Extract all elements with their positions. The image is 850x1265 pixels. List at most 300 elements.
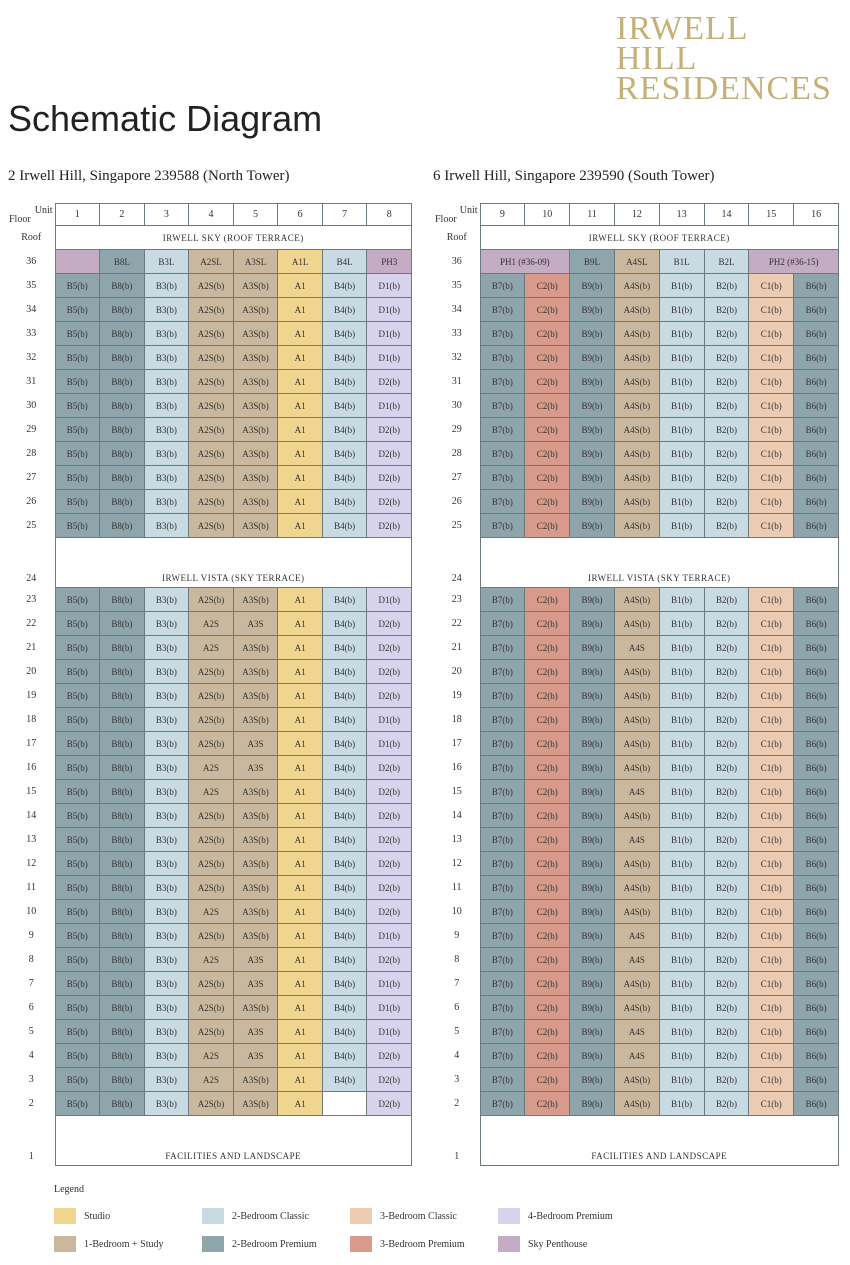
unit-cell: B4(b) — [322, 588, 367, 612]
unit-cell: C1(b) — [749, 612, 794, 636]
unit-cell: B4(b) — [322, 298, 367, 322]
unit-number: 7 — [322, 204, 367, 226]
unit-cell: B3(b) — [144, 924, 189, 948]
unit-cell: B4(b) — [322, 612, 367, 636]
floor-number: 35 — [434, 274, 480, 298]
legend-label: 2-Bedroom Premium — [232, 1238, 317, 1250]
unit-cell: C1(b) — [749, 1068, 794, 1092]
unit-cell: B6(b) — [794, 684, 839, 708]
unit-cell: C1(b) — [749, 466, 794, 490]
floor-number: 15 — [8, 780, 55, 804]
unit-cell: B8(b) — [100, 490, 145, 514]
floor-number: 15 — [434, 780, 480, 804]
south-tower-title: 6 Irwell Hill, Singapore 239590 (South Tower) — [433, 168, 715, 184]
unit-cell: A3S(b) — [233, 346, 278, 370]
unit-cell: A2S(b) — [189, 972, 234, 996]
unit-cell: B3(b) — [144, 394, 189, 418]
unit-cell: B4(b) — [322, 876, 367, 900]
unit-cell: B6(b) — [794, 732, 839, 756]
floor-number: 20 — [434, 660, 480, 684]
unit-cell: C1(b) — [749, 660, 794, 684]
floor-number: 27 — [434, 466, 480, 490]
unit-cell: B3(b) — [144, 804, 189, 828]
unit-cell: B4(b) — [322, 660, 367, 684]
unit-cell: B9(b) — [570, 612, 615, 636]
unit-cell: B4(b) — [322, 852, 367, 876]
unit-cell: B4(b) — [322, 804, 367, 828]
floor-number: 34 — [8, 298, 55, 322]
unit-cell: B2(b) — [704, 900, 749, 924]
unit-cell: B2(b) — [704, 466, 749, 490]
unit-cell: A1 — [278, 394, 323, 418]
unit-cell: B4(b) — [322, 780, 367, 804]
unit-cell: C1(b) — [749, 708, 794, 732]
unit-cell: B8(b) — [100, 466, 145, 490]
sky-terrace: IRWELL VISTA (SKY TERRACE) — [55, 538, 412, 588]
unit-cell: B2(b) — [704, 804, 749, 828]
unit-cell: B3(b) — [144, 852, 189, 876]
unit-cell: A4S(b) — [614, 612, 659, 636]
logo-line: HILL — [616, 40, 698, 77]
unit-cell: C1(b) — [749, 514, 794, 538]
unit-cell: B9(b) — [570, 442, 615, 466]
legend-item — [54, 1236, 164, 1252]
unit-cell: B1(b) — [659, 876, 704, 900]
floor-number: 4 — [434, 1044, 480, 1068]
unit-cell: D1(b) — [367, 322, 412, 346]
unit-cell: C2(b) — [525, 346, 570, 370]
unit-cell: A4S(b) — [614, 322, 659, 346]
unit-cell: B8(b) — [100, 876, 145, 900]
unit-cell: B6(b) — [794, 756, 839, 780]
unit-cell: B5(b) — [55, 660, 100, 684]
unit-cell: B2(b) — [704, 684, 749, 708]
unit-cell: C1(b) — [749, 948, 794, 972]
unit-cell: A2S(b) — [189, 394, 234, 418]
unit-cell: B9(b) — [570, 804, 615, 828]
unit-cell: B3(b) — [144, 948, 189, 972]
floor-number: 14 — [434, 804, 480, 828]
unit-cell: C2(b) — [525, 322, 570, 346]
unit-cell: A3S — [233, 612, 278, 636]
unit-cell: B5(b) — [55, 1044, 100, 1068]
unit-cell: A4S(b) — [614, 346, 659, 370]
unit-cell: A4S(b) — [614, 298, 659, 322]
unit-cell: B9(b) — [570, 322, 615, 346]
unit-cell: A4S(b) — [614, 442, 659, 466]
north-tower-title: 2 Irwell Hill, Singapore 239588 (North Tower) — [8, 168, 290, 184]
unit-cell: A1 — [278, 900, 323, 924]
unit-cell: D2(b) — [367, 660, 412, 684]
unit-cell: B2(b) — [704, 924, 749, 948]
unit-cell: B8(b) — [100, 924, 145, 948]
unit-cell: B5(b) — [55, 996, 100, 1020]
unit-cell: C1(b) — [749, 370, 794, 394]
legend-item — [350, 1236, 465, 1252]
unit-cell: A2S(b) — [189, 852, 234, 876]
unit-cell: B9(b) — [570, 732, 615, 756]
unit-cell: C2(b) — [525, 660, 570, 684]
unit-cell: B9(b) — [570, 1020, 615, 1044]
legend-label: 3-Bedroom Premium — [380, 1238, 465, 1250]
unit-cell: B3(b) — [144, 876, 189, 900]
unit-number: 15 — [749, 204, 794, 226]
unit-cell: A3S — [233, 732, 278, 756]
unit-cell: B5(b) — [55, 1020, 100, 1044]
unit-cell: C2(b) — [525, 756, 570, 780]
unit-cell: A1 — [278, 514, 323, 538]
unit-cell: B1(b) — [659, 298, 704, 322]
unit-number: 3 — [144, 204, 189, 226]
unit-cell: A1 — [278, 732, 323, 756]
unit-cell: B7(b) — [480, 298, 525, 322]
unit-cell: A1 — [278, 828, 323, 852]
page-title: Schematic Diagram — [8, 98, 323, 139]
unit-cell: A1 — [278, 996, 323, 1020]
unit-cell: A2SL — [189, 250, 234, 274]
floor-number: 1 — [8, 1116, 55, 1166]
unit-cell: B9(b) — [570, 708, 615, 732]
unit-cell: B8(b) — [100, 780, 145, 804]
unit-cell: B8(b) — [100, 1092, 145, 1116]
unit-cell: B7(b) — [480, 1020, 525, 1044]
unit-number: 8 — [367, 204, 412, 226]
unit-cell: D2(b) — [367, 418, 412, 442]
unit-cell: A4S(b) — [614, 684, 659, 708]
unit-cell: D2(b) — [367, 900, 412, 924]
unit-cell: B9(b) — [570, 900, 615, 924]
unit-cell: B3(b) — [144, 466, 189, 490]
logo-line: RESIDENCES — [616, 70, 832, 107]
unit-cell: B6(b) — [794, 660, 839, 684]
floor-number: 8 — [434, 948, 480, 972]
unit-cell: B1(b) — [659, 274, 704, 298]
unit-cell: C2(b) — [525, 828, 570, 852]
unit-cell: B7(b) — [480, 684, 525, 708]
unit-cell: C2(b) — [525, 490, 570, 514]
unit-cell: B7(b) — [480, 780, 525, 804]
unit-cell: A1 — [278, 948, 323, 972]
unit-cell: B7(b) — [480, 900, 525, 924]
unit-number: 6 — [278, 204, 323, 226]
unit-cell: A4S(b) — [614, 900, 659, 924]
unit-cell: B7(b) — [480, 1044, 525, 1068]
unit-cell: B4(b) — [322, 1020, 367, 1044]
unit-cell: B7(b) — [480, 418, 525, 442]
unit-cell: A1L — [278, 250, 323, 274]
unit-cell: B9(b) — [570, 636, 615, 660]
unit-cell: B3(b) — [144, 588, 189, 612]
unit-cell: A1 — [278, 466, 323, 490]
unit-cell: A2S(b) — [189, 466, 234, 490]
unit-cell: A4S — [614, 1044, 659, 1068]
unit-cell: D2(b) — [367, 612, 412, 636]
unit-cell: C1(b) — [749, 732, 794, 756]
unit-cell: A4S — [614, 1020, 659, 1044]
unit-cell: B5(b) — [55, 1092, 100, 1116]
unit-cell: A3S(b) — [233, 514, 278, 538]
unit-cell: B1(b) — [659, 948, 704, 972]
unit-cell: B4(b) — [322, 828, 367, 852]
unit-cell: A2S — [189, 780, 234, 804]
unit-cell: C2(b) — [525, 466, 570, 490]
floor-number: 19 — [8, 684, 55, 708]
unit-cell: B6(b) — [794, 466, 839, 490]
unit-number: 14 — [704, 204, 749, 226]
unit-cell: D2(b) — [367, 490, 412, 514]
unit-cell: C2(b) — [525, 780, 570, 804]
floor-number: 21 — [434, 636, 480, 660]
floor-label: Floor — [435, 213, 457, 225]
unit-cell: B2(b) — [704, 708, 749, 732]
unit-cell: B6(b) — [794, 274, 839, 298]
unit-cell: C2(b) — [525, 370, 570, 394]
unit-cell: A4S(b) — [614, 1068, 659, 1092]
unit-cell: B3(b) — [144, 274, 189, 298]
unit-cell: B3(b) — [144, 442, 189, 466]
unit-cell: B7(b) — [480, 924, 525, 948]
unit-cell: B9(b) — [570, 948, 615, 972]
unit-cell: B5(b) — [55, 732, 100, 756]
unit-cell: A3S(b) — [233, 660, 278, 684]
unit-cell: A1 — [278, 418, 323, 442]
unit-cell: C2(b) — [525, 948, 570, 972]
unit-cell: B4(b) — [322, 322, 367, 346]
unit-cell: B9(b) — [570, 418, 615, 442]
unit-cell: B8(b) — [100, 708, 145, 732]
unit-cell: B6(b) — [794, 442, 839, 466]
unit-cell: A2S(b) — [189, 660, 234, 684]
unit-cell: D1(b) — [367, 274, 412, 298]
floor-number: 7 — [8, 972, 55, 996]
unit-cell: B1(b) — [659, 852, 704, 876]
unit-cell: B7(b) — [480, 996, 525, 1020]
unit-cell: D2(b) — [367, 514, 412, 538]
floor-number: 10 — [434, 900, 480, 924]
unit-cell: A3S(b) — [233, 418, 278, 442]
unit-cell: B4(b) — [322, 996, 367, 1020]
floor-number: 35 — [8, 274, 55, 298]
legend-label: 2-Bedroom Classic — [232, 1210, 309, 1222]
unit-cell: B2(b) — [704, 1068, 749, 1092]
floor-number: 32 — [434, 346, 480, 370]
unit-cell: B5(b) — [55, 756, 100, 780]
unit-cell: B1(b) — [659, 1044, 704, 1068]
unit-cell: B2(b) — [704, 1044, 749, 1068]
unit-cell: B2(b) — [704, 876, 749, 900]
unit-cell: A4S(b) — [614, 490, 659, 514]
unit-cell: B7(b) — [480, 1068, 525, 1092]
unit-cell: B7(b) — [480, 394, 525, 418]
unit-label: Unit — [459, 204, 478, 216]
floor-number: 9 — [434, 924, 480, 948]
unit-cell: A4S(b) — [614, 852, 659, 876]
unit-cell: B8L — [100, 250, 145, 274]
unit-cell: A1 — [278, 708, 323, 732]
unit-cell: C2(b) — [525, 972, 570, 996]
unit-cell: B7(b) — [480, 514, 525, 538]
unit-cell: A4S(b) — [614, 370, 659, 394]
unit-cell: A1 — [278, 346, 323, 370]
unit-cell: A4S(b) — [614, 466, 659, 490]
unit-cell: A1 — [278, 1092, 323, 1116]
unit-cell: B3(b) — [144, 708, 189, 732]
unit-cell: B1L — [659, 250, 704, 274]
unit-cell: PH1 (#36-09) — [480, 250, 570, 274]
floor-number: 9 — [8, 924, 55, 948]
unit-cell: A3S(b) — [233, 876, 278, 900]
unit-cell: A1 — [278, 972, 323, 996]
unit-cell: B5(b) — [55, 490, 100, 514]
legend-swatch — [350, 1236, 372, 1252]
unit-cell: B8(b) — [100, 828, 145, 852]
unit-cell: B6(b) — [794, 996, 839, 1020]
unit-cell: C1(b) — [749, 274, 794, 298]
unit-cell: B9(b) — [570, 346, 615, 370]
unit-cell: B1(b) — [659, 442, 704, 466]
floor-number: 22 — [434, 612, 480, 636]
unit-cell: B5(b) — [55, 900, 100, 924]
unit-cell: B2(b) — [704, 418, 749, 442]
unit-cell: B5(b) — [55, 804, 100, 828]
unit-cell: D1(b) — [367, 1020, 412, 1044]
unit-cell: B4(b) — [322, 370, 367, 394]
unit-cell: C1(b) — [749, 900, 794, 924]
floor-number: 29 — [8, 418, 55, 442]
unit-cell: A2S(b) — [189, 490, 234, 514]
unit-cell: A1 — [278, 370, 323, 394]
unit-cell: B4(b) — [322, 636, 367, 660]
unit-cell: B1(b) — [659, 996, 704, 1020]
unit-cell: A4S — [614, 924, 659, 948]
floor-number: 16 — [8, 756, 55, 780]
unit-cell: B8(b) — [100, 972, 145, 996]
floor-number: 1 — [434, 1116, 480, 1166]
unit-cell: B5(b) — [55, 274, 100, 298]
unit-cell: B2(b) — [704, 588, 749, 612]
floor-number: 18 — [434, 708, 480, 732]
unit-cell: B8(b) — [100, 274, 145, 298]
unit-cell: A1 — [278, 322, 323, 346]
unit-cell: D1(b) — [367, 588, 412, 612]
unit-cell: A1 — [278, 756, 323, 780]
unit-cell: A4S(b) — [614, 394, 659, 418]
unit-cell: B5(b) — [55, 588, 100, 612]
legend-label: Sky Penthouse — [528, 1238, 588, 1250]
unit-cell: A3S(b) — [233, 1068, 278, 1092]
unit-cell: B1(b) — [659, 804, 704, 828]
unit-cell: B5(b) — [55, 442, 100, 466]
unit-cell: B8(b) — [100, 804, 145, 828]
unit-cell: B8(b) — [100, 852, 145, 876]
floor-number: 11 — [8, 876, 55, 900]
unit-cell: B8(b) — [100, 394, 145, 418]
unit-cell: D2(b) — [367, 1068, 412, 1092]
unit-cell: B8(b) — [100, 1044, 145, 1068]
unit-cell: B5(b) — [55, 684, 100, 708]
floor-number: 26 — [8, 490, 55, 514]
unit-cell: A4S(b) — [614, 876, 659, 900]
unit-cell: B3(b) — [144, 1044, 189, 1068]
floor-number: 3 — [8, 1068, 55, 1092]
unit-cell: D2(b) — [367, 466, 412, 490]
legend-swatch — [202, 1236, 224, 1252]
unit-cell: A1 — [278, 636, 323, 660]
unit-cell: B6(b) — [794, 636, 839, 660]
unit-cell: B3(b) — [144, 370, 189, 394]
unit-number: 11 — [570, 204, 615, 226]
unit-cell: B7(b) — [480, 636, 525, 660]
legend-label: Studio — [84, 1210, 111, 1222]
unit-cell: B1(b) — [659, 394, 704, 418]
unit-cell: A3S(b) — [233, 852, 278, 876]
unit-cell: C1(b) — [749, 924, 794, 948]
unit-cell: C1(b) — [749, 972, 794, 996]
unit-cell: A4S(b) — [614, 996, 659, 1020]
unit-cell: B9(b) — [570, 1068, 615, 1092]
unit-cell: A3S(b) — [233, 780, 278, 804]
unit-cell: B2(b) — [704, 490, 749, 514]
unit-cell: B3(b) — [144, 900, 189, 924]
unit-cell: A4S(b) — [614, 514, 659, 538]
unit-cell: A2S — [189, 1068, 234, 1092]
unit-cell: B9(b) — [570, 852, 615, 876]
unit-cell: A4S — [614, 948, 659, 972]
unit-cell: B4(b) — [322, 346, 367, 370]
unit-cell: B8(b) — [100, 684, 145, 708]
floor-number: 3 — [434, 1068, 480, 1092]
unit-cell: B8(b) — [100, 588, 145, 612]
unit-cell: B5(b) — [55, 948, 100, 972]
unit-cell: B1(b) — [659, 660, 704, 684]
unit-cell: B4(b) — [322, 684, 367, 708]
unit-cell: B4(b) — [322, 708, 367, 732]
unit-cell: B7(b) — [480, 588, 525, 612]
legend-item — [350, 1208, 457, 1224]
floor-number: 19 — [434, 684, 480, 708]
unit-cell: B1(b) — [659, 684, 704, 708]
unit-cell: A4S(b) — [614, 972, 659, 996]
unit-cell: B4(b) — [322, 394, 367, 418]
unit-cell: B6(b) — [794, 708, 839, 732]
unit-cell: A3S(b) — [233, 924, 278, 948]
floor-number: 28 — [8, 442, 55, 466]
unit-cell: A3S — [233, 1044, 278, 1068]
unit-cell: B2(b) — [704, 756, 749, 780]
unit-number: 4 — [189, 204, 234, 226]
unit-cell: D2(b) — [367, 780, 412, 804]
unit-cell: B9(b) — [570, 490, 615, 514]
unit-cell: B8(b) — [100, 298, 145, 322]
floor-number: 23 — [434, 588, 480, 612]
unit-cell: B3(b) — [144, 490, 189, 514]
floor-label: Floor — [9, 213, 31, 225]
unit-cell: C1(b) — [749, 1092, 794, 1116]
unit-cell: B9L — [570, 250, 615, 274]
floor-number: 36 — [434, 250, 480, 274]
unit-cell: B2(b) — [704, 612, 749, 636]
unit-cell: B9(b) — [570, 466, 615, 490]
unit-cell: B6(b) — [794, 804, 839, 828]
unit-label: Unit — [34, 204, 53, 216]
unit-cell: C1(b) — [749, 756, 794, 780]
floor-number: 6 — [8, 996, 55, 1020]
unit-cell: B6(b) — [794, 490, 839, 514]
unit-cell: B5(b) — [55, 322, 100, 346]
floor-number: 12 — [434, 852, 480, 876]
unit-cell: B6(b) — [794, 418, 839, 442]
unit-cell: C1(b) — [749, 636, 794, 660]
